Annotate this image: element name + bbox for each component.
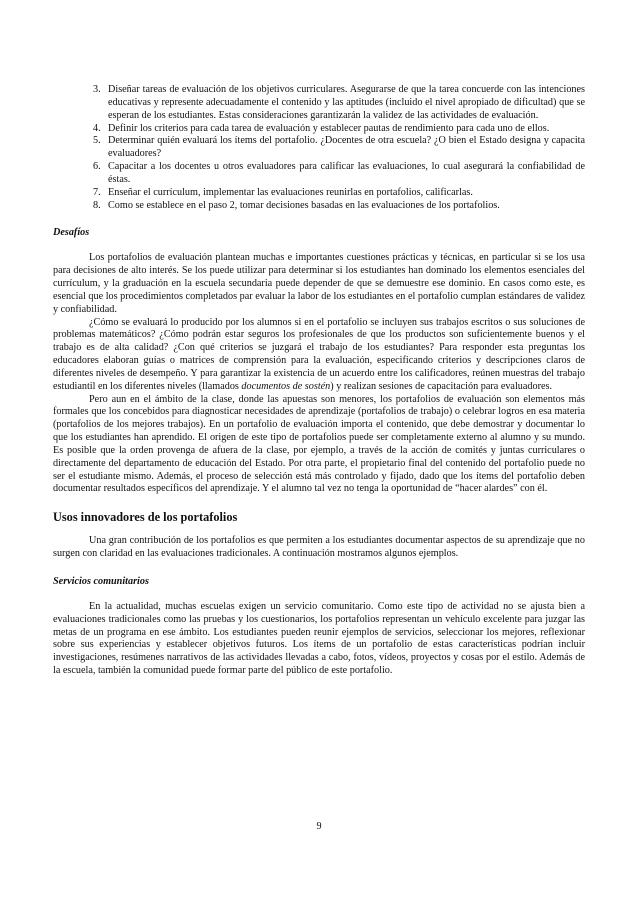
list-number: 5. bbox=[93, 135, 101, 147]
list-text: Diseñar tareas de evaluación de los objetivos curriculares. Asegurarse de que la tarea concuerde con las intenciones educativas y represente adecuadamente el contenido y las aptitudes (incluido el nivel apropiado de dificultad) que se esperan de los estudiantes. Estas consideraciones garantizarán la validez de las actividades de evaluación. bbox=[108, 84, 585, 121]
list-text: Determinar quién evaluará los ítems del portafolio. ¿Docentes de otra escuela? ¿O bien el Estado designa y capacita evaluadores? bbox=[108, 135, 585, 160]
servicios-paragraph-1: En la actualidad, muchas escuelas exigen un servicio comunitario. Como este tipo de actividad no se ajusta bien a evaluaciones tradicionales como las pruebas y los cuestionarios, los portafolios representan un vehículo excelente para juzgar las metas de un programa en ese ámbito. Los estudiantes pueden reunir ejemplos de servicios, seleccionar los mejores, reflexionar sobre sus experiencias y establecer objetivos futuros. Los ítems de un portafolio de estas características podrían incluir investigaciones, resúmenes narrativos de las actividades llevadas a cabo, fotos, vídeos, proyectos y cosas por el estilo. Además de la escuela, también la comunidad puede formar parte del público de este portafolio. bbox=[53, 600, 585, 677]
list-number: 4. bbox=[93, 122, 101, 134]
list-number: 3. bbox=[93, 84, 101, 95]
desafios-paragraph-2-end: ) y realizan sesiones de capacitación para evaluadores. bbox=[330, 380, 553, 392]
list-item bbox=[53, 200, 585, 213]
page-number: 9 bbox=[316, 821, 322, 832]
list-text: Enseñar el currículum, implementar las evaluaciones reunirlas en portafolios, calificarlas. bbox=[108, 186, 473, 198]
usos-heading: Usos innovadores de los portafolios bbox=[53, 510, 238, 525]
list-text: Definir los criterios para cada tarea de evaluación y establecer pautas de rendimiento para cada uno de ellos. bbox=[108, 122, 550, 134]
list-item bbox=[53, 123, 585, 136]
documentos-de-sosten-term: documentos de sostén bbox=[241, 380, 331, 392]
list-item bbox=[53, 135, 585, 161]
list-text: Como se establece en el paso 2, tomar decisiones basadas en las evaluaciones de los portafolios. bbox=[108, 199, 500, 211]
list-number: 7. bbox=[93, 186, 101, 198]
list-number: 6. bbox=[93, 161, 101, 173]
usos-paragraph-1: Una gran contribución de los portafolios es que permiten a los estudiantes documentar aspectos de su aprendizaje que no surgen con claridad en las evaluaciones tradicionales. A continuación mostramos algunos ejemplos. bbox=[53, 535, 585, 560]
servicios-heading: Servicios comunitarios bbox=[53, 576, 149, 587]
desafios-heading: Desafíos bbox=[53, 227, 90, 239]
list-item bbox=[53, 161, 585, 187]
list-number: 8. bbox=[93, 199, 101, 211]
desafios-paragraph-2 bbox=[53, 317, 585, 394]
list-item bbox=[53, 84, 585, 123]
desafios-paragraph-3: Pero aun en el ámbito de la clase, donde las apuestas son menores, los portafolios de evaluación son elementos más formales que los concebidos para diagnosticar necesidades de aprendizaje (portafolios de trabajo) o celebrar logros en esa materia (portafolios de los mejores trabajos). En un portafolio de evaluación importa el contenido, que debe demostrar y documentar lo que los estudiantes han aprendido. El origen de este tipo de portafolios puede ser completamente externo al alumno y su mundo. Es posible que la orden provenga de afuera de la clase, por ejemplo, a través de la acción de comités y juntas curriculares o directamente del departamento de educación del Estado. Por otra parte, el propietario final del contenido del portafolio puede no ser el estudiante mismo. Además, el proceso de selección está más controlado y fijado, dado que los ítems del portafolio deben documentar resultados específicos del aprendizaje. Y el alumno tal vez no tenga la oportunidad de “hacer alardes” con él. bbox=[53, 393, 585, 495]
desafios-paragraph-2-start: ¿Cómo se evaluará lo producido por los alumnos si en el portafolio se incluyen sus trabajos escritos o sus soluciones de problemas matemáticos? ¿Cómo podrán estar seguros los profesionales de que los productos son suficientemente buenos y el trabajo es de alta calidad? ¿Con qué criterios se juzgará el trabajo de los estudiantes? Para responder esta preguntas los educadores elaboran guías o matrices de comprensión para la evaluación, especificando criterios y descripciones claros de diferentes niveles de desempeño. Y para garantizar la existencia de un acuerdo entre los calificadores, reúnen muestras del trabajo estudiantil en los diferentes niveles (llamados bbox=[53, 316, 585, 392]
desafios-paragraph-1: Los portafolios de evaluación plantean muchas e importantes cuestiones prácticas y técnicas, en particular si se los usa para decisiones de alto interés. Se los puede utilizar para determinar si los estudiantes han dominado los elementos esenciales del currículum, y la graduación en la escuela secundaria puede depender de que se demuestre ese dominio. En casos como este, es esencial que los procedimientos completados par evaluar la labor de los estudiantes en el portafolio cumplan estándares de validez y confiabilidad. bbox=[53, 252, 585, 315]
list-text: Capacitar a los docentes u otros evaluadores para calificar las evaluaciones, lo cual asegurará la confiabilidad de éstas. bbox=[108, 161, 585, 185]
steps-list bbox=[53, 84, 585, 212]
list-item bbox=[53, 187, 585, 200]
